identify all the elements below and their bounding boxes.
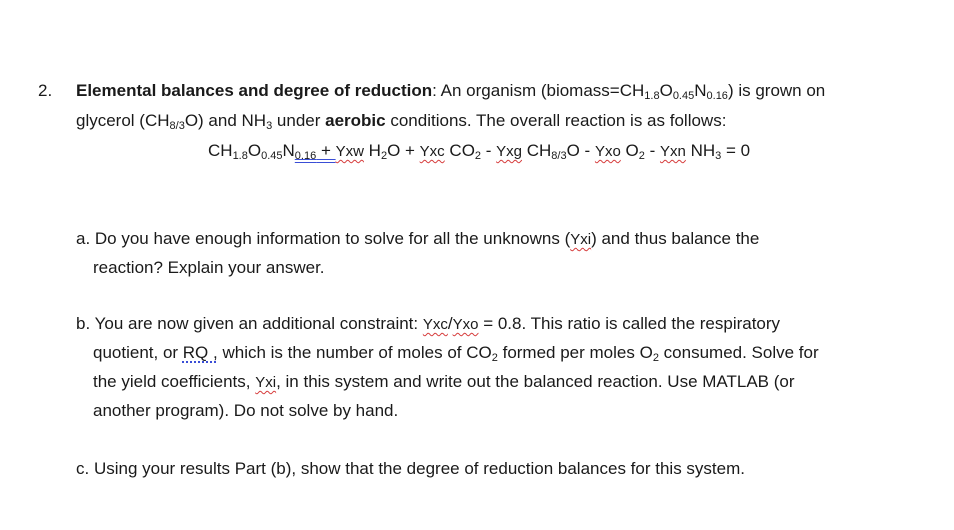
aerobic-keyword: aerobic — [325, 111, 386, 130]
part-b-line-2: quotient, or RQ , which is the number of moles of $CO_2$ formed per moles $O_2$ consumed. Solve for — [93, 343, 819, 364]
part-b-line-1: b. You are now given an additional constraint: Yxc/Yxo = 0.8. This ratio is called the respiratory — [76, 314, 781, 333]
part-b-line-4: another program). Do not solve by hand. — [93, 401, 399, 420]
yield-coefficient-yxg: Yxg — [496, 143, 523, 160]
problem-statement-line-1: Elemental balances and degree of reduction: An organism $(biomass=CH_{1.8}O_{0.45}N_{0.16})$ is grown on — [76, 81, 826, 102]
yield-coefficient-yxn: Yxn — [659, 143, 686, 160]
problem-title: Elemental balances and degree of reduction — [76, 81, 433, 100]
part-b-line-3: the yield coefficients, Yxi, in this system and write out the balanced reaction. Use MATLAB (or — [93, 372, 795, 391]
part-a-line-2: reaction? Explain your answer. — [93, 258, 325, 277]
yield-coefficient-yxo: Yxo — [452, 316, 479, 333]
yield-coefficient-yxc: Yxc — [419, 143, 445, 160]
part-c-line-1: c. Using your results Part (b), show that the degree of reduction balances for this system. — [76, 459, 745, 478]
yield-coefficient-yxc: Yxc — [422, 316, 448, 333]
rq-term: RQ , — [182, 343, 218, 362]
yield-coefficient-yxo: Yxo — [594, 143, 621, 160]
problem-statement-line-2: glycerol $(CH_{8/3}O)$ and $NH_3$ under aerobic conditions. The overall reaction is as follows: — [76, 111, 727, 132]
problem-number: 2. — [38, 81, 53, 100]
reaction-equation: $CH_{1.8}O_{0.45}N_{0.16}$ + Yxw $H_2O$ + Yxc $CO_2$ - Yxg $CH_{8/3}O$ - Yxo $O_2$ - Yxn $NH_3 = 0$ — [208, 141, 751, 162]
biomass-n-subscript: $_{0.16}$ + — [294, 141, 336, 162]
yield-coefficient-yxi: Yxi — [570, 231, 592, 248]
part-a-line-1: a. Do you have enough information to solve for all the unknowns (Yxi) and thus balance the — [76, 229, 760, 248]
yield-coefficient-yxw: Yxw — [335, 143, 364, 160]
yield-coefficient-yxi: Yxi — [255, 374, 277, 391]
